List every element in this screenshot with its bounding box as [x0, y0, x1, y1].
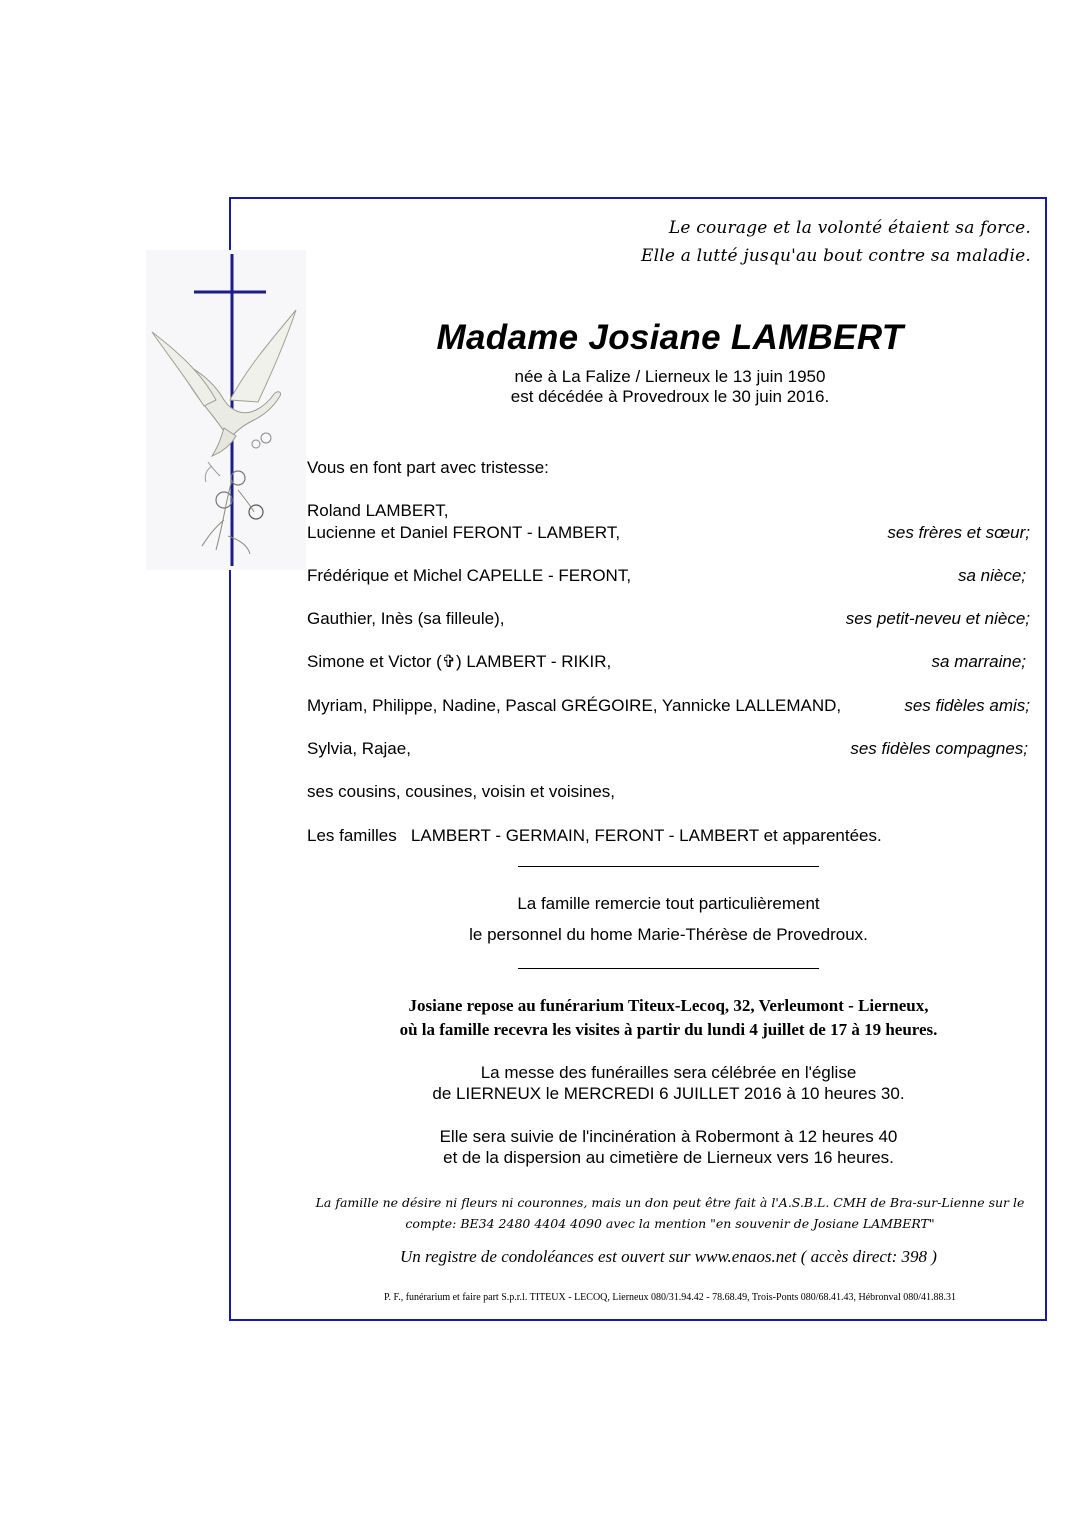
cross-dove-illustration: [146, 250, 306, 570]
family-members: Gauthier, Inès (sa filleule),: [307, 609, 505, 628]
cremation-line-2: et de la dispersion au cimetière de Lierneux vers 16 heures.: [443, 1148, 894, 1167]
mass-line-2: de LIERNEUX le MERCREDI 6 JUILLET 2016 à 10 heures 30.: [432, 1084, 905, 1103]
family-relation: ses petit-neveu et nièce;: [845, 609, 1030, 628]
mass-line-1: La messe des funérailles sera célébrée en l'église: [480, 1063, 857, 1082]
visitation-line-2: où la famille recevra les visites à partir du lundi 4 juillet de 17 à 19 heures.: [399, 1020, 938, 1039]
family-row: [307, 739, 1030, 761]
family-row: [307, 523, 1030, 545]
family-row: [307, 826, 1030, 848]
death-line: est décédée à Provedroux le 30 juin 2016.: [510, 387, 830, 406]
cremation-info: [307, 1126, 1030, 1168]
mass-info: [307, 1062, 1030, 1104]
family-relation: sa marraine;: [931, 652, 1026, 671]
cremation-line-1: Elle sera suivie de l'incinération à Robermont à 12 heures 40: [439, 1127, 898, 1146]
epigraph-line-1: Le courage et la volonté étaient sa force.: [668, 218, 1031, 238]
birth-line: née à La Falize / Lierneux le 13 juin 1950: [514, 367, 826, 386]
family-relation: ses fidèles compagnes;: [850, 739, 1028, 758]
family-row: [307, 501, 1030, 523]
thanks-line-1: La famille remercie tout particulièrement: [517, 894, 820, 913]
visitation-line-1: Josiane repose au funérarium Titeux-Lecoq, 32, Verleumont - Lierneux,: [408, 996, 929, 1015]
family-members: Lucienne et Daniel FERONT - LAMBERT,: [307, 523, 621, 542]
family-members: Sylvia, Rajae,: [307, 739, 411, 758]
family-members: Les familles LAMBERT - GERMAIN, FERONT - LAMBERT et apparentées.: [307, 826, 882, 845]
donation-line-1: La famille ne désire ni fleurs ni couronnes, mais un don peut être fait à l'A.S.B.L. CMH de Bra-sur-Lienne sur le: [315, 1195, 1025, 1210]
epigraph: [641, 214, 1031, 270]
family-members: Roland LAMBERT,: [307, 501, 449, 520]
family-members: ses cousins, cousines, voisin et voisines,: [307, 782, 616, 801]
donation-line-2: compte: BE34 2480 4404 4090 avec la mention "en souvenir de Josiane LAMBERT": [405, 1216, 935, 1231]
donation-info: [300, 1192, 1040, 1234]
family-relation: sa nièce;: [957, 566, 1026, 585]
announcement: Vous en font part avec tristesse:: [307, 458, 549, 477]
visitation-info: [307, 994, 1030, 1042]
condolence-registry: Un registre de condoléances est ouvert sur www.enaos.net ( accès direct: 398 ): [400, 1247, 937, 1266]
family-members: Myriam, Philippe, Nadine, Pascal GRÉGOIRE, Yannicke LALLEMAND,: [307, 696, 842, 715]
family-members: Simone et Victor (✞) LAMBERT - RIKIR,: [307, 652, 612, 671]
cross-dove-icon: [146, 250, 306, 570]
epigraph-line-2: Elle a lutté jusqu'au bout contre sa maladie.: [640, 246, 1031, 266]
family-row: [307, 696, 1030, 718]
divider: [518, 968, 819, 969]
family-row: [307, 782, 1030, 804]
family-row: [307, 652, 1030, 674]
thanks-line-2: le personnel du home Marie-Thérèse de Provedroux.: [469, 925, 868, 944]
family-row: [307, 566, 1030, 588]
divider: [518, 866, 819, 867]
family-relation: ses frères et sœur;: [887, 523, 1030, 542]
birth-death-info: [330, 367, 1010, 407]
family-relation: ses fidèles amis;: [904, 696, 1030, 715]
family-members: Frédérique et Michel CAPELLE - FERONT,: [307, 566, 632, 585]
deceased-name: Madame Josiane LAMBERT: [436, 318, 904, 357]
family-row: [307, 609, 1030, 631]
funeral-home-footer: P. F., funérarium et faire part S.p.r.l. TITEUX - LECOQ, Lierneux 080/31.94.42 - 78.68.49, Trois-Ponts 080/68.41.43, Hébronval 080/41.88.31: [383, 1292, 957, 1303]
